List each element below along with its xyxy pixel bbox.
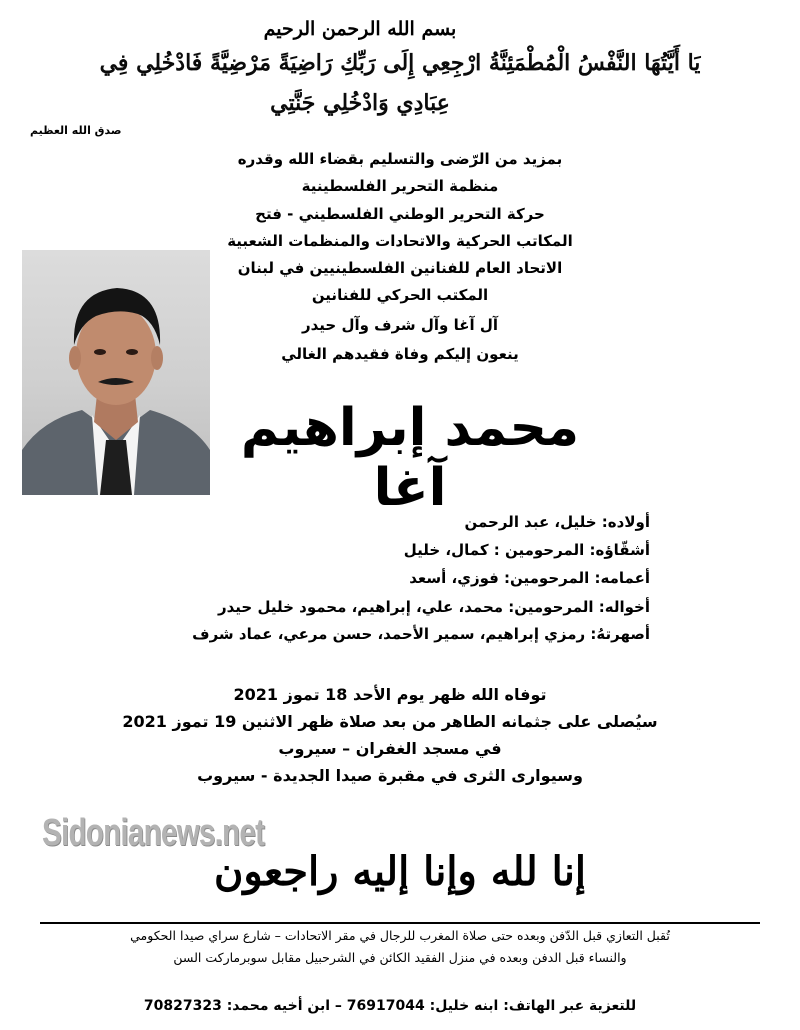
funeral-line: توفاه الله ظهر يوم الأحد 18 تموز 2021 bbox=[233, 685, 547, 704]
intro-line: منظمة التحرير الفلسطينية bbox=[301, 177, 499, 195]
family-line: أخواله: المرحومين: محمد، علي، إبراهيم، محمود خليل حيدر bbox=[218, 598, 650, 616]
sadaqa-label: صدق الله العظيم bbox=[30, 124, 122, 137]
verse-line-2: عِبَادِي وَادْخُلِي جَنَّتِي bbox=[270, 90, 450, 116]
intro-line: آل آغا وآل شرف وآل حيدر bbox=[302, 316, 498, 334]
intro-line: الاتحاد العام للفنانين الفلسطينيين في لبنان bbox=[237, 259, 563, 277]
portrait-illustration bbox=[22, 250, 210, 495]
intro-line: المكاتب الحركية والاتحادات والمنظمات الشعبية bbox=[227, 232, 573, 250]
intro-line: حركة التحرير الوطني الفلسطيني - فتح bbox=[255, 205, 545, 223]
phone-line: للتعزية عبر الهاتف: ابنه خليل: 76917044 – ابن أخيه محمد: 70827323 bbox=[143, 998, 637, 1014]
portrait-photo bbox=[22, 250, 210, 495]
family-line: أصهرتهُ: رمزي إبراهيم، سمير الأحمد، حسن مرعي، عماد شرف bbox=[192, 625, 650, 643]
intro-line: المكتب الحركي للفنانين bbox=[311, 286, 489, 304]
family-line: أعمامه: المرحومين: فوزي، أسعد bbox=[409, 569, 650, 587]
verse-line-1: يَا أَيَّتُهَا النَّفْسُ الْمُطْمَئِنَّةُ ارْجِعِي إِلَى رَبِّكِ رَاضِيَةً مَرْضِيَّةً فَادْخُلِي فِي bbox=[99, 50, 701, 76]
deceased-name: محمد إبراهيم آغا bbox=[240, 398, 580, 518]
funeral-line: وسيوارى الثرى في مقبرة صيدا الجديدة - سيروب bbox=[197, 766, 583, 785]
family-line: أشقّاؤه: المرحومين : كمال، خليل bbox=[403, 541, 650, 559]
funeral-line: سيُصلى على جثمانه الطاهر من بعد صلاة ظهر الاثنين 19 تموز 2021 bbox=[122, 712, 658, 731]
divider-rule bbox=[40, 922, 760, 924]
intro-line: بمزيد من الرّضى والتسليم بقضاء الله وقدره bbox=[237, 150, 563, 168]
watermark-text: Sidonianews.net bbox=[42, 812, 265, 854]
condolence-line: تُقبل التعازي قبل الدّفن وبعده حتى صلاة المغرب للرجال في مقر الاتحادات – شارع سراي صيدا الحكومي bbox=[130, 928, 670, 943]
funeral-line: في مسجد الغفران – سيروب bbox=[278, 739, 502, 758]
calligraphy-phrase: إنا لله وإنا إليه راجعون bbox=[213, 848, 587, 895]
condolence-line: والنساء قبل الدفن وبعده في منزل الفقيد الكائن في الشرحبيل مقابل سوبرماركت السن bbox=[173, 950, 627, 965]
intro-line: ينعون إليكم وفاة فقيدهم الغالي bbox=[281, 345, 519, 363]
family-line: أولاده: خليل، عبد الرحمن bbox=[464, 513, 650, 531]
basmala: بسم الله الرحمن الرحيم bbox=[263, 18, 457, 40]
